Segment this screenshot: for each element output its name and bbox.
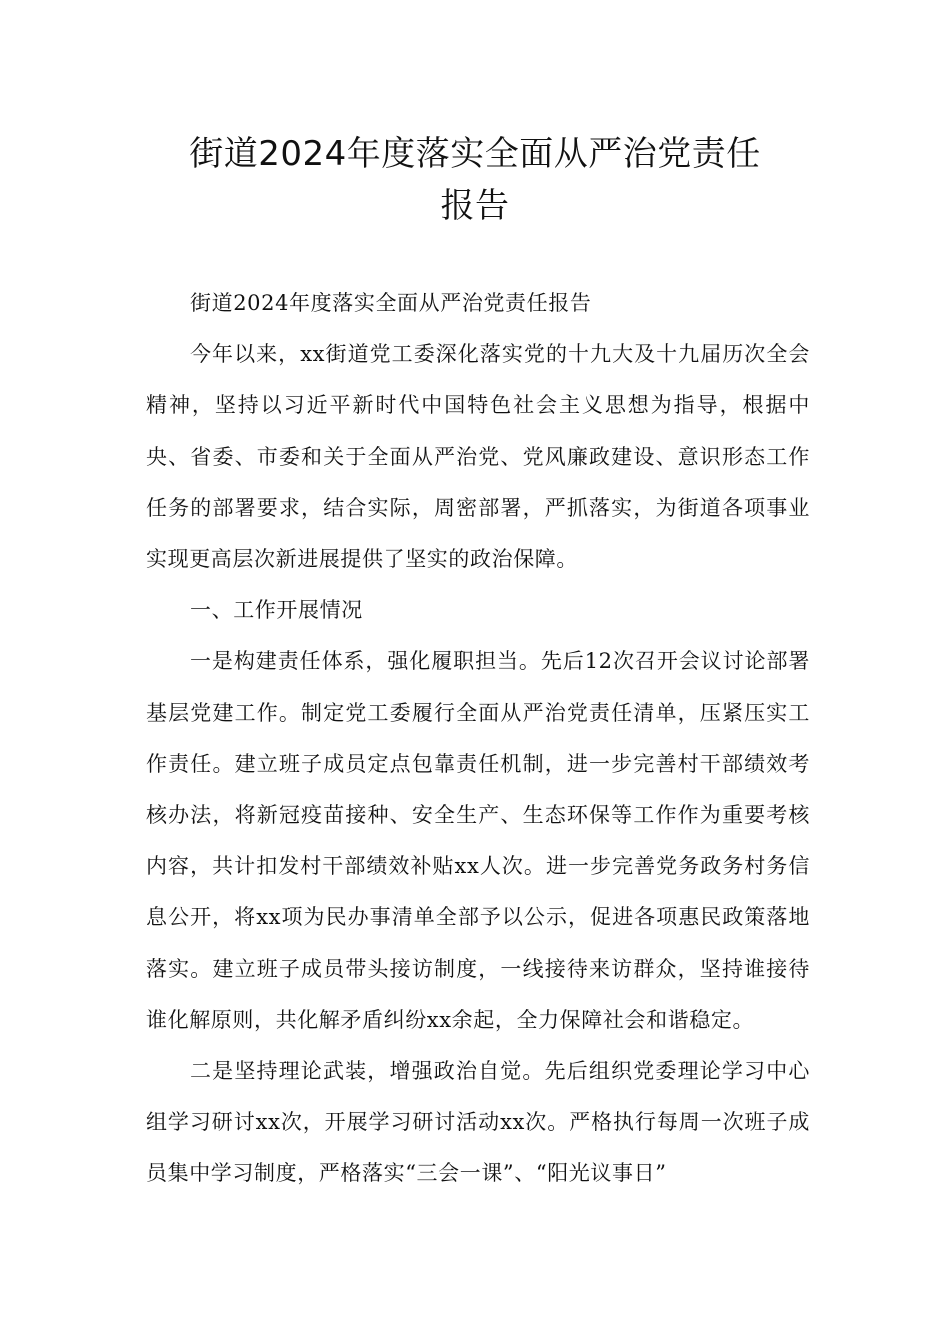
body-paragraph: 二是坚持理论武装，增强政治自觉。先后组织党委理论学习中心组学习研讨xx次，开展学习研讨活动xx次。严格执行每周一次班子成员集中学习制度，严格落实“三会一课”、“阳光议事日”	[146, 1059, 810, 1186]
intro-paragraph: 今年以来，xx街道党工委深化落实党的十九大及十九届历次全会精神，坚持以习近平新时代中国特色社会主义思想为指导，根据中央、省委、市委和关于全面从严治党、党风廉政建设、意识形态工作任务的部署要求，结合实际，周密部署，严抓落实，为街道各项事业实现更高层次新进展提供了坚实的政治保障。	[146, 342, 810, 572]
title-line-1: 街道2024年度落实全面从严治党责任	[189, 134, 761, 174]
title-line-2: 报告	[440, 186, 510, 226]
subtitle-paragraph: 街道2024年度落实全面从严治党责任报告	[190, 291, 592, 315]
body-paragraph: 一是构建责任体系，强化履职担当。先后12次召开会议讨论部署基层党建工作。制定党工委履行全面从严治党责任清单，压紧压实工作责任。建立班子成员定点包靠责任机制，进一步完善村干部绩效考核办法，将新冠疫苗接种、安全生产、生态环保等工作作为重要考核内容，共计扣发村干部绩效补贴xx人次。进一步完善党务政务村务信息公开，将xx项为民办事清单全部予以公示，促进各项惠民政策落地落实。建立班子成员带头接访制度，一线接待来访群众，坚持谁接待谁化解原则，共化解矛盾纠纷xx余起，全力保障社会和谐稳定。	[146, 649, 810, 1032]
section-heading: 一、工作开展情况	[190, 598, 363, 623]
document-title	[120, 128, 830, 232]
document-body	[146, 278, 810, 1200]
